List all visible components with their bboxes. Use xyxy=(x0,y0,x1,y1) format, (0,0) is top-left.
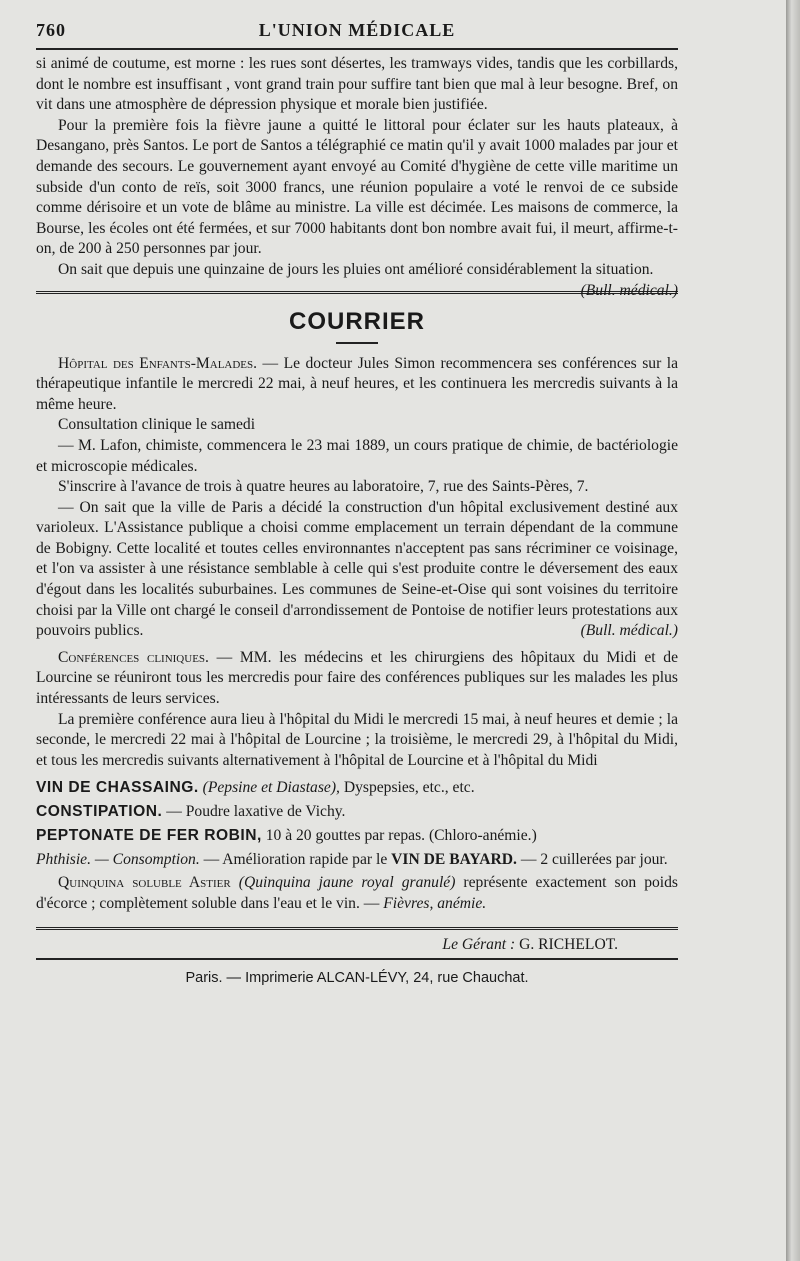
courrier-underline xyxy=(336,342,378,344)
printer-line: Paris. — Imprimerie ALCAN-LÉVY, 24, rue Chauchat. xyxy=(185,969,529,986)
text-column xyxy=(36,18,678,986)
intro-paragraph-3 xyxy=(36,260,678,299)
conferences-text: — MM. les médecins et les chirurgiens des hôpitaux du Midi et de Lourcine se réuniront tous les mercredis pour faire des conférences publiques sur les malades les plus intéressants de leurs services. xyxy=(36,648,678,708)
ad-vin-bayard-text: — Amélioration rapide par le xyxy=(199,851,392,869)
paris-text: — On sait que la ville de Paris a décidé la construction d'un hôpital exclusivement destiné aux varioleux. L'Assistance publique a choisi comme emplacement un terrain dépendant de la commune de Bobigny. Cette localité et toutes celles environnantes n'acceptent pas sans récriminer ce voisinage, et l'on va assister à une résistance semblable à celle qui s'est produite contre le déversement des eaux d'égout dans les localités suburbaines. Les communes de Seine-et-Oise qui sont voisines du territoire choisi par la Ville ont chargé le conseil d'arrondissement de Pontoise de notifier leurs protestations aux pouvoirs publics. xyxy=(36,498,678,640)
intro-source: (Bull. médical.) xyxy=(580,281,678,299)
ad-vin-chassaing-paren: (Pepsine et Diastase), xyxy=(202,779,340,797)
ad-peptonate xyxy=(36,825,678,847)
intro-paragraph-3-text: On sait que depuis une quinzaine de jours les pluies ont amélioré considérablement la situation. xyxy=(58,260,654,278)
footer-double-rule xyxy=(36,927,678,930)
ad-vin-chassaing-name: VIN DE CHASSAING. xyxy=(36,779,199,797)
ad-peptonate-name: PEPTONATE DE FER ROBIN, xyxy=(36,827,262,845)
header-rule xyxy=(36,48,678,50)
ad-vin-bayard-dose: — 2 cuillerées par jour. xyxy=(516,851,668,869)
gerant-signature xyxy=(36,936,618,954)
ad-peptonate-text: 10 à 20 gouttes par repas. (Chloro-anémie.) xyxy=(261,827,537,845)
ad-vin-bayard-lead: Phthisie. — Consomption. xyxy=(36,851,200,869)
consultation-line: Consultation clinique le samedi xyxy=(58,416,256,434)
intro-paragraph-1: si animé de coutume, est morne : les rues sont désertes, les tramways vides, tandis que les corbillards, dont le nombre est insuffisant , vont grand train pour suffire tant bien que mal à leur besogne. Bref, on vit dans une atmosphère de dépression physique et morale bien justifiée. xyxy=(36,55,678,114)
ad-quinquina-paren: (Quinquina jaune royal granulé) xyxy=(230,874,456,892)
conferences-label: Conférences cliniques. xyxy=(58,648,209,666)
paris-source: (Bull. médical.) xyxy=(580,622,678,640)
paris-paragraph xyxy=(36,498,678,642)
journal-title: L'UNION MÉDICALE xyxy=(258,20,456,40)
footer-rule xyxy=(36,958,678,960)
page-number: 760 xyxy=(36,20,66,40)
page-header xyxy=(36,18,678,44)
ad-quinquina-label: Quinquina soluble Astier xyxy=(58,874,231,892)
lafon-paragraph: — M. Lafon, chimiste, commencera le 23 mai 1889, un cours pratique de chimie, de bactériologie et microscopie médicales. xyxy=(36,436,678,475)
ad-vin-bayard-name: VIN DE BAYARD. xyxy=(391,851,517,869)
hopital-label: Hôpital des Enfants-Malades. xyxy=(58,354,258,372)
intro-paragraph-2: Pour la première fois la fièvre jaune a quitté le littoral pour éclater sur les hauts plateaux, à Desangano, près Santos. Le port de Santos a télégraphié ce matin qu'il y avait 1000 malades par jour et demande des secours. Le gouvernement ayant envoyé au Comité d'hygiène de cette ville maritime un subside d'un conto de reïs, soit 3000 francs, une réunion populaire a voté le renvoi de ce subside comme dérisoire et un vote de blâme au ministre. La ville est décimée. Les maisons de commerce, la Bourse, les écoles ont été fermées, et sur 7000 habitants dont bon nombre avait fui, il meurt, affirme-t-on, de 200 à 250 personnes par jour. xyxy=(36,116,678,258)
courrier-heading: COURRIER xyxy=(288,307,425,335)
gerant-name: G. RICHELOT. xyxy=(519,935,618,953)
hopital-text: — Le docteur Jules Simon recommencera ses conférences sur la thérapeutique infantile le mercredi 22 mai, à neuf heures, et les continuera les mercredis suivants à la même heure. xyxy=(36,354,678,413)
ad-quinquina-end: Fièvres, anémie. xyxy=(383,895,487,912)
ad-vin-chassaing xyxy=(36,777,678,799)
ad-constipation-name: CONSTIPATION. xyxy=(36,803,163,821)
conferences-paragraph xyxy=(36,648,678,710)
conferences-schedule: La première conférence aura lieu à l'hôpital du Midi le mercredi 15 mai, à neuf heures et demie ; la seconde, le mercredi 22 mai à l'hôpital de Lourcine ; la troisième, le mercredi 29, à l'hôpital du Midi, et tous les mercredis suivants alternativement à l'hôpital de Lourcine et à l'hôpital du Midi xyxy=(36,710,678,769)
ad-vin-bayard xyxy=(36,849,678,871)
gerant-label: Le Gérant : xyxy=(442,935,520,953)
ad-quinquina-text: représente exactement son poids d'écorce ; complètement soluble dans l'eau et le vin. — xyxy=(36,874,678,912)
ad-constipation-text: — Poudre laxative de Vichy. xyxy=(162,803,346,821)
ad-quinquina xyxy=(36,873,678,914)
hopital-paragraph xyxy=(36,354,678,416)
ad-vin-chassaing-text: Dyspepsies, etc., etc. xyxy=(339,779,475,797)
inscription-line: S'inscrire à l'avance de trois à quatre heures au laboratoire, 7, rue des Saints-Pères, 7. xyxy=(58,478,589,496)
ad-constipation xyxy=(36,801,678,823)
